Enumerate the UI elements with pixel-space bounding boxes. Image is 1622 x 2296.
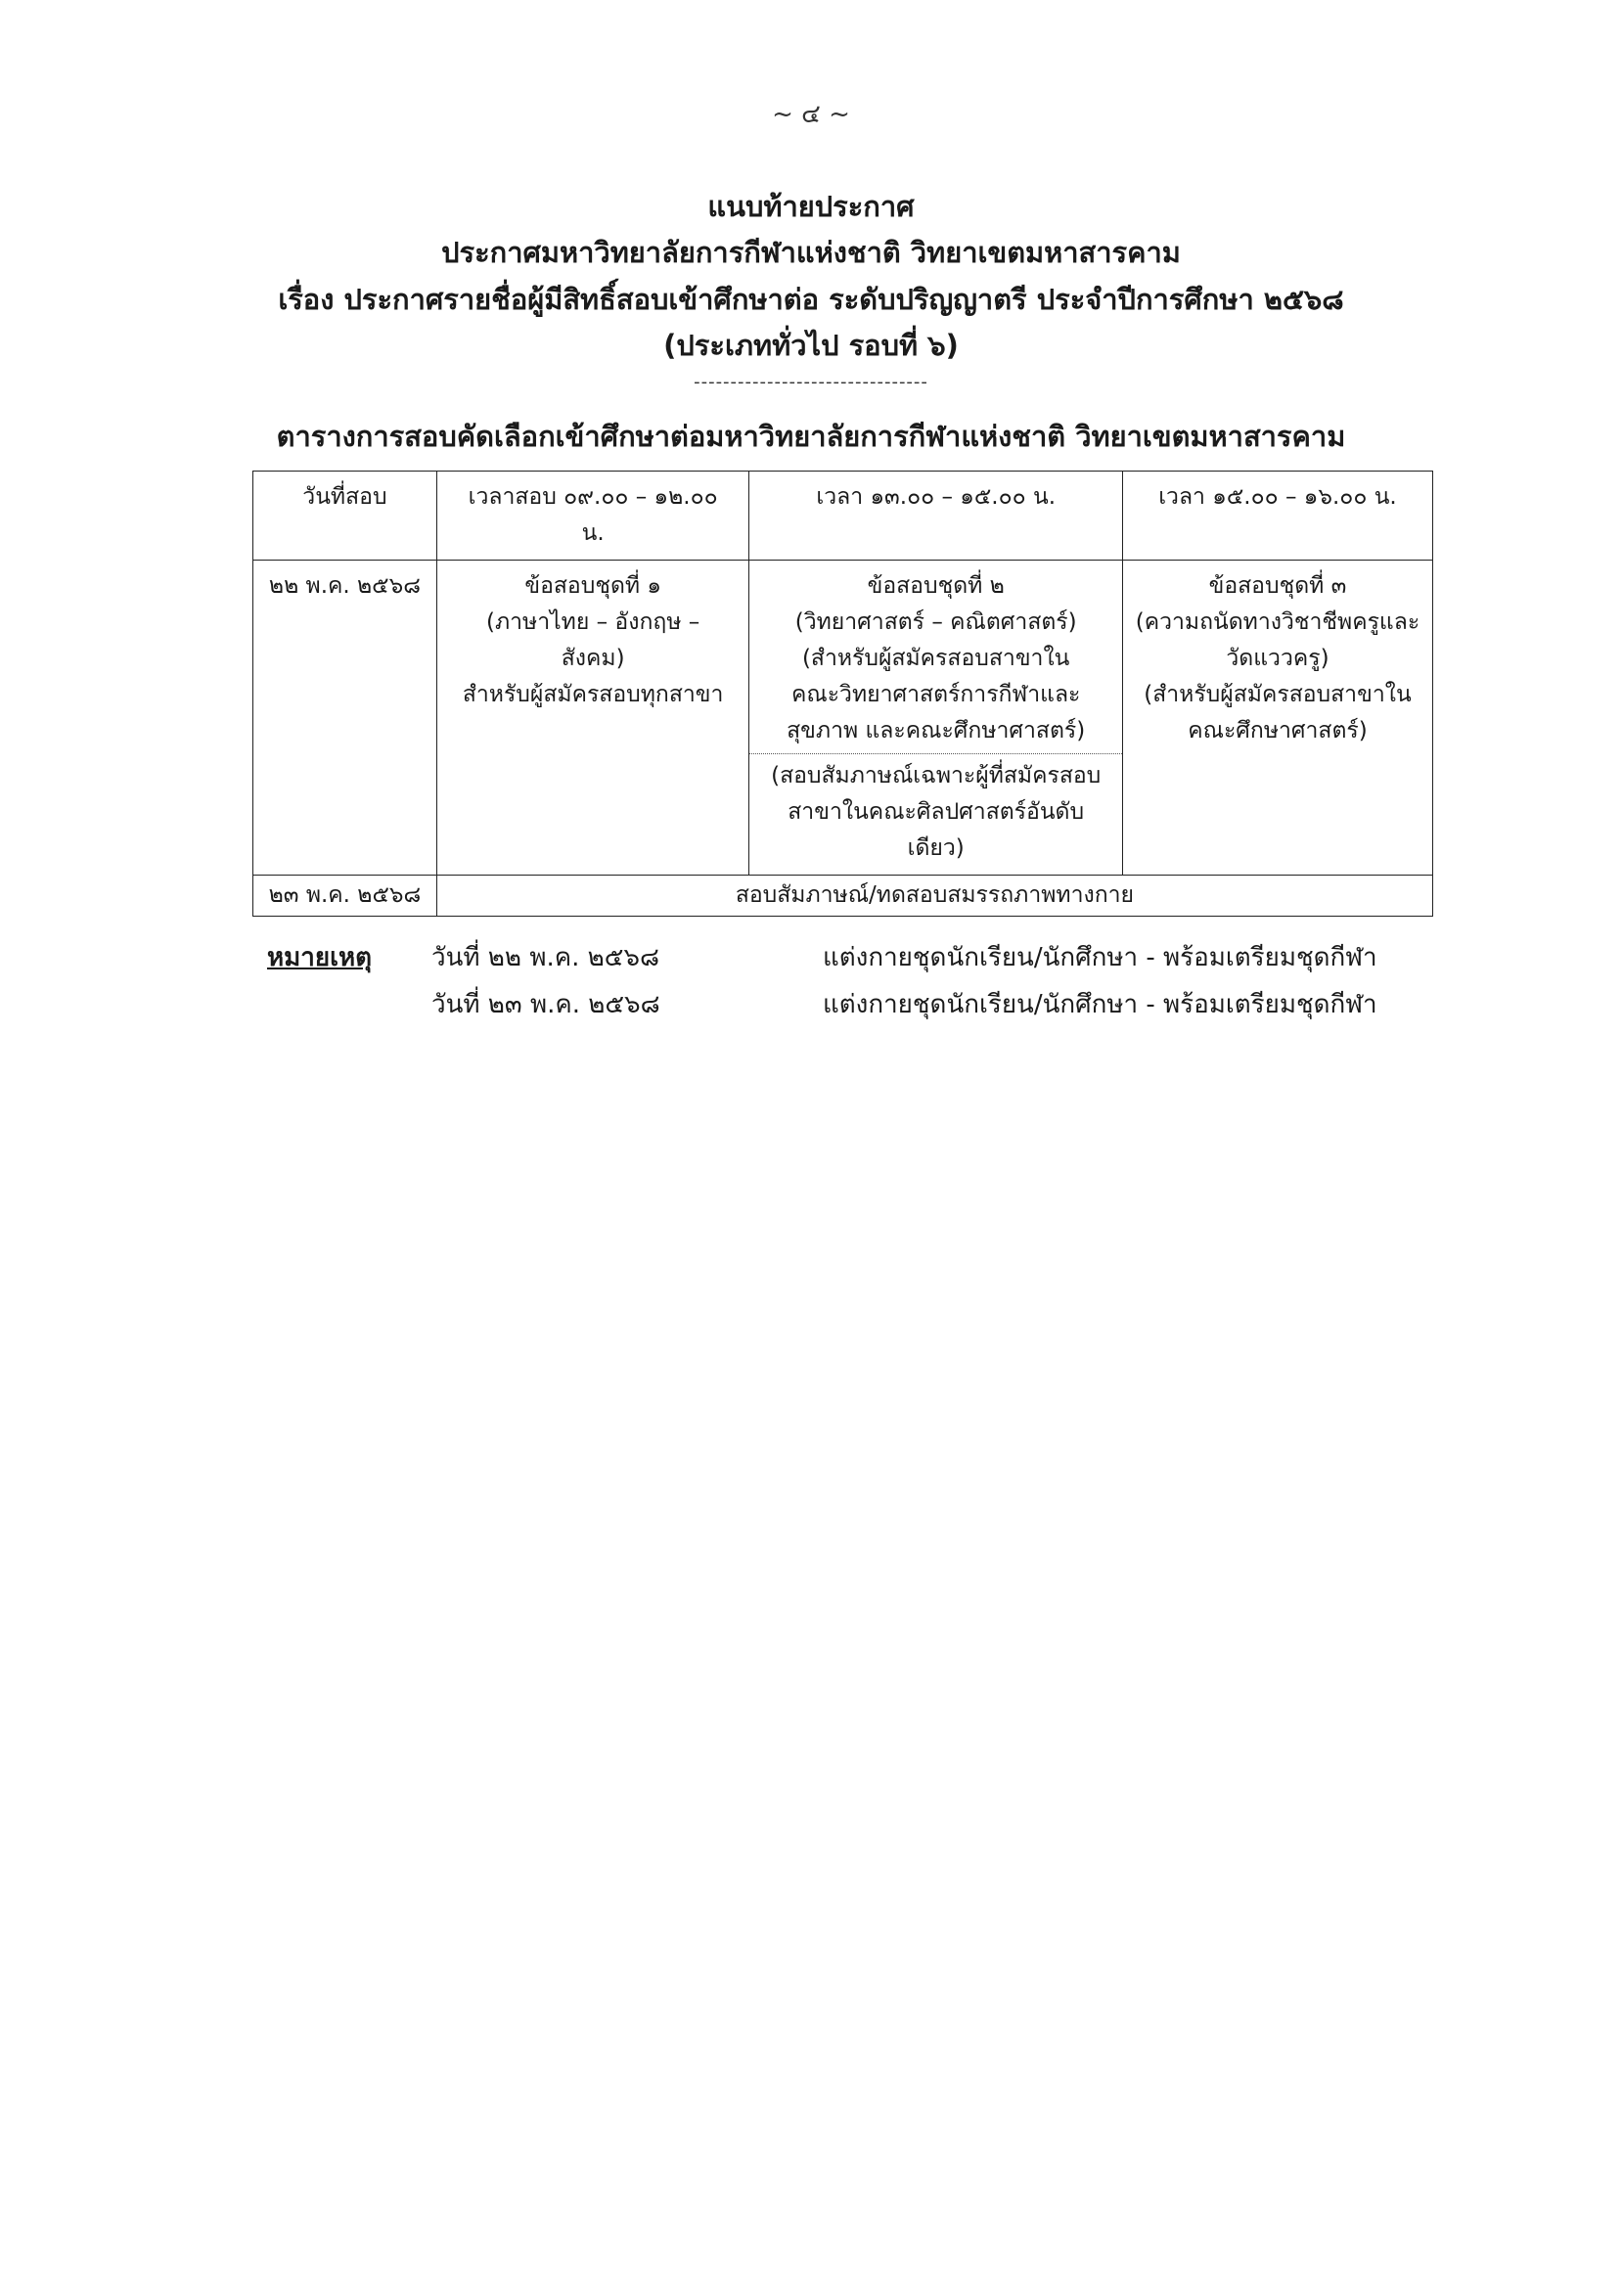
header-slot-morning: เวลาสอบ ๐๙.๐๐ – ๑๒.๐๐ น.	[436, 472, 749, 561]
row1-slot-afternoon: ข้อสอบชุดที่ ๒ (วิทยาศาสตร์ – คณิตศาสตร์) (สำหรับผู้สมัครสอบสาขาใน คณะวิทยาศาสตร์การกีฬาและ สุขภาพ และคณะศึกษาศาสตร์)	[749, 561, 1123, 754]
row1-slot-morning: ข้อสอบชุดที่ ๑ (ภาษาไทย – อังกฤษ – สังคม) สำหรับผู้สมัครสอบทุกสาขา	[436, 561, 749, 876]
table-header-row	[253, 472, 1433, 561]
table-row	[253, 876, 1433, 917]
heading-announcement: ประกาศมหาวิทยาลัยการกีฬาแห่งชาติ วิทยาเขตมหาสารคาม	[441, 236, 1181, 269]
row1-slot-afternoon-interview: (สอบสัมภาษณ์เฉพาะผู้ที่สมัครสอบ สาขาในคณะศิลปศาสตร์อันดับเดียว)	[749, 754, 1123, 876]
note-date: วันที่ ๒๓ พ.ค. ๒๕๖๘	[431, 990, 660, 1019]
heading-attachment: แนบท้ายประกาศ	[707, 190, 915, 223]
page-number: ~ ๔ ~	[772, 100, 850, 129]
header-slot-afternoon: เวลา ๑๓.๐๐ – ๑๕.๐๐ น.	[749, 472, 1123, 561]
heading-subject: เรื่อง ประกาศรายชื่อผู้มีสิทธิ์สอบเข้าศึกษาต่อ ระดับปริญญาตรี ประจำปีการศึกษา ๒๕๖๘	[278, 283, 1344, 316]
table-row	[253, 561, 1433, 754]
header-exam-date: วันที่สอบ	[253, 472, 437, 561]
note-text: แต่งกายชุดนักเรียน/นักศึกษา - พร้อมเตรียมชุดกีฬา	[823, 943, 1377, 972]
header-slot-late: เวลา ๑๕.๐๐ – ๑๖.๐๐ น.	[1122, 472, 1432, 561]
row2-date: ๒๓ พ.ค. ๒๕๖๘	[253, 876, 437, 917]
heading-round: (ประเภททั่วไป รอบที่ ๖)	[663, 329, 959, 362]
note-text: แต่งกายชุดนักเรียน/นักศึกษา - พร้อมเตรียมชุดกีฬา	[823, 990, 1377, 1019]
note-date: วันที่ ๒๒ พ.ค. ๒๕๖๘	[431, 943, 660, 972]
divider-line: --------------------------------	[694, 372, 928, 392]
table-title: ตารางการสอบคัดเลือกเข้าศึกษาต่อมหาวิทยาลัยการกีฬาแห่งชาติ วิทยาเขตมหาสารคาม	[276, 420, 1346, 453]
notes-label: หมายเหตุ	[267, 943, 373, 972]
row1-slot-late: ข้อสอบชุดที่ ๓ (ความถนัดทางวิชาชีพครูและ วัดแววครู) (สำหรับผู้สมัครสอบสาขาใน คณะศึกษาศาสตร์)	[1122, 561, 1432, 876]
row1-date: ๒๒ พ.ค. ๒๕๖๘	[253, 561, 437, 876]
exam-schedule-table	[252, 471, 1433, 917]
row2-activity: สอบสัมภาษณ์/ทดสอบสมรรถภาพทางกาย	[436, 876, 1432, 917]
